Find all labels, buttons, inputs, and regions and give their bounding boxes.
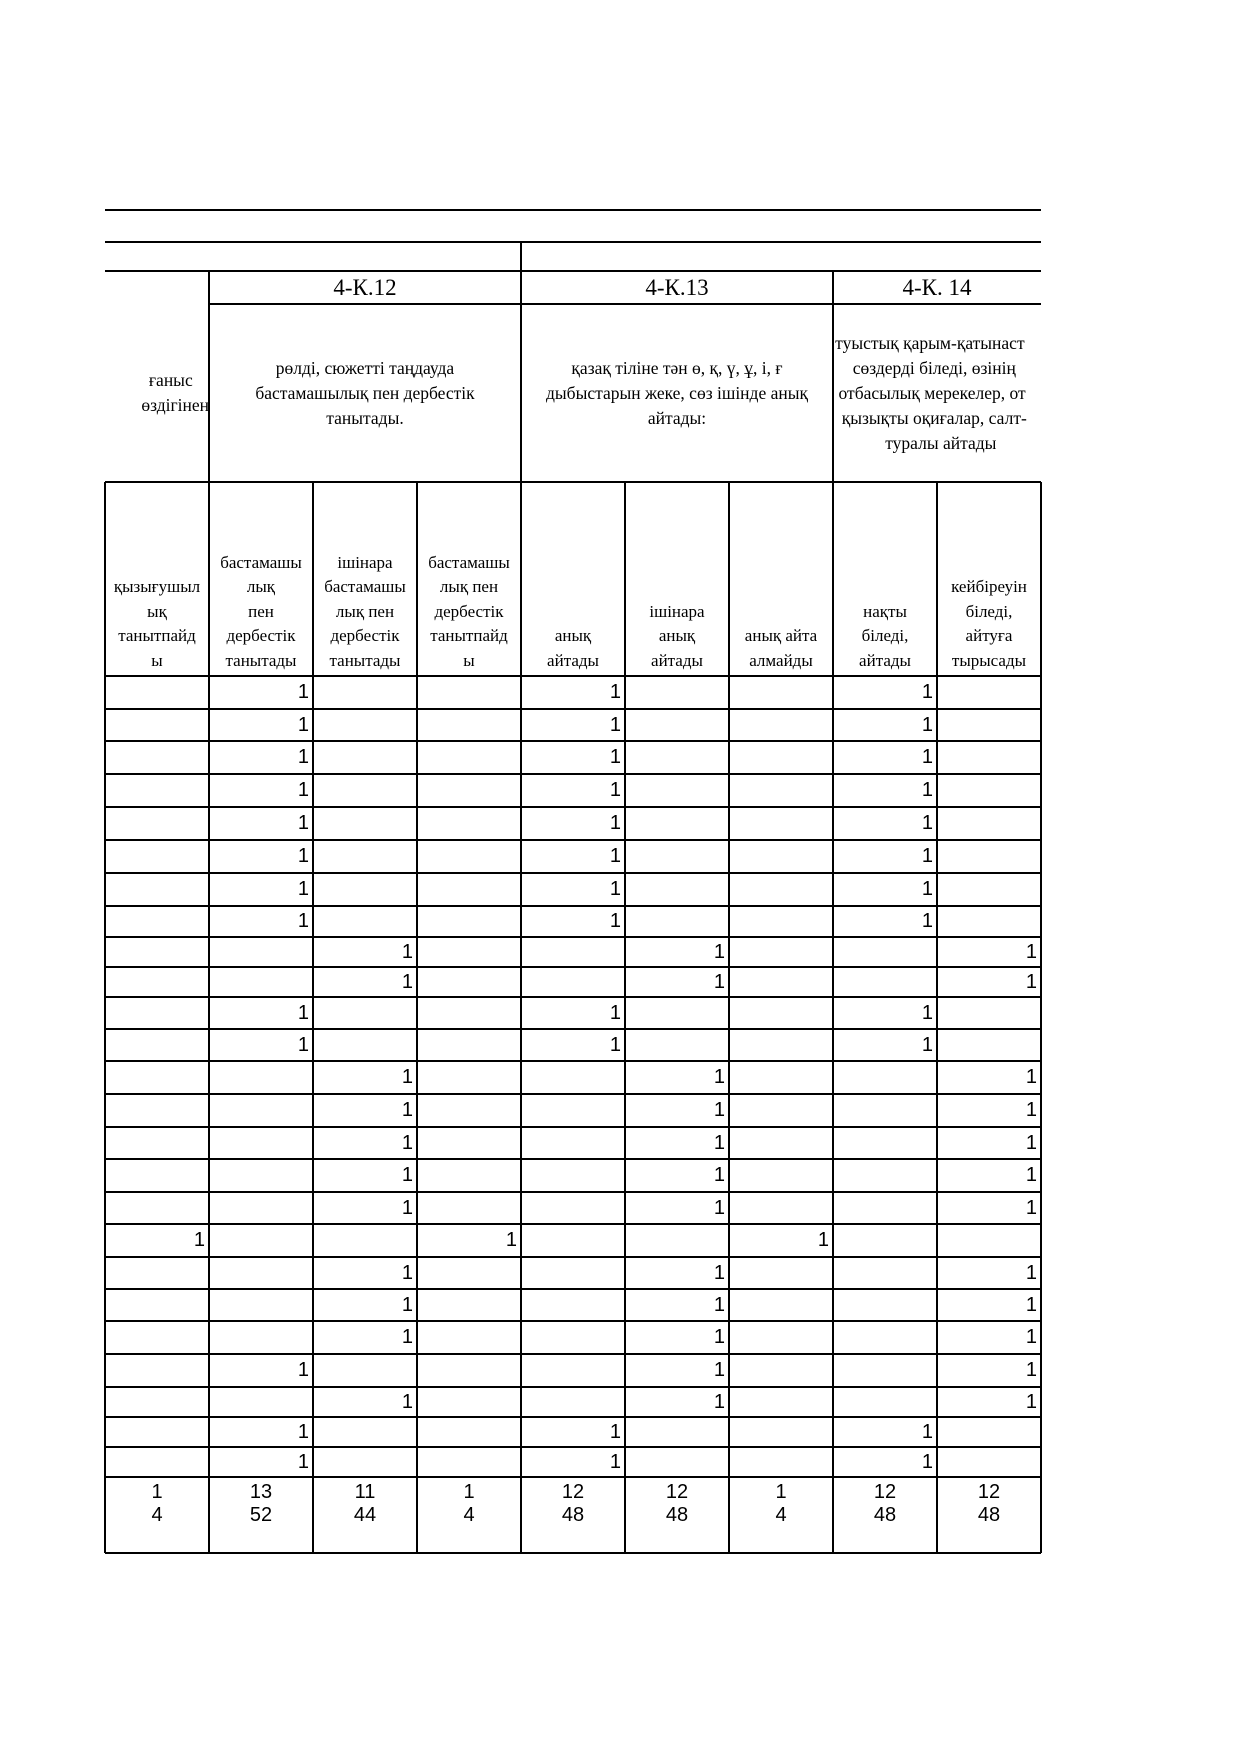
table-cell (833, 1321, 937, 1354)
table-cell (105, 937, 209, 967)
table-cell (937, 741, 1041, 774)
table-cell: 1 (297, 1033, 309, 1056)
table-cell (729, 937, 833, 967)
section-rule (105, 241, 1041, 243)
table-cell: 1 (609, 779, 621, 801)
table-cell (833, 1224, 937, 1257)
top-rule (105, 209, 1041, 211)
table-cell (209, 1061, 313, 1094)
percent-cell: 4 (463, 1503, 475, 1526)
table-cell (937, 676, 1041, 709)
table-cell (729, 1192, 833, 1224)
column-header (937, 482, 1041, 675)
table-cell (105, 1289, 209, 1321)
table-cell (625, 873, 729, 906)
table-cell (313, 1224, 417, 1257)
table-cell (209, 1127, 313, 1159)
table-cell (105, 967, 209, 997)
table-cell (729, 774, 833, 807)
table-cell (105, 807, 209, 840)
percent-cell: 48 (873, 1503, 897, 1526)
table-cell: 1 (921, 681, 933, 703)
table-cell (417, 1159, 521, 1192)
table-cell (833, 1387, 937, 1417)
table-cell (105, 709, 209, 741)
table-cell: 1 (1025, 970, 1037, 993)
table-cell (729, 1354, 833, 1387)
table-cell (833, 1061, 937, 1094)
column-header (417, 482, 521, 675)
group-code: 4-К.13 (645, 274, 709, 300)
table-cell: 1 (713, 1293, 725, 1316)
table-cell (313, 709, 417, 741)
table-cell (937, 1417, 1041, 1447)
table-cell (105, 1321, 209, 1354)
column-header (209, 482, 313, 675)
table-cell (625, 997, 729, 1029)
table-cell (105, 997, 209, 1029)
table-cell: 1 (1025, 1196, 1037, 1219)
table-cell: 1 (401, 1196, 413, 1219)
table-cell (521, 937, 625, 967)
table-cell (625, 741, 729, 774)
table-cell: 1 (921, 1420, 933, 1443)
table-cell (625, 774, 729, 807)
table-cell: 1 (297, 845, 309, 867)
table-cell: 1 (921, 910, 933, 932)
table-cell (729, 1094, 833, 1127)
table-cell (833, 1354, 937, 1387)
table-cell: 1 (1025, 1131, 1037, 1154)
table-cell (105, 1029, 209, 1061)
table-cell (209, 1257, 313, 1289)
table-cell (729, 1127, 833, 1159)
column-header-label: қызығушыл ық танытпайд ы (113, 577, 201, 670)
group-code: 4-К.12 (333, 274, 397, 300)
table-cell (937, 774, 1041, 807)
table-cell: 1 (609, 1033, 621, 1056)
table-cell: 1 (713, 970, 725, 993)
table-cell (625, 676, 729, 709)
table-cell: 1 (609, 1001, 621, 1024)
table-cell (729, 906, 833, 937)
table-cell (625, 1224, 729, 1257)
table-cell: 1 (713, 1326, 725, 1348)
table-cell (833, 967, 937, 997)
table-cell (729, 676, 833, 709)
table-cell (417, 1192, 521, 1224)
table-cell (313, 873, 417, 906)
table-cell (625, 1417, 729, 1447)
table-cell (105, 676, 209, 709)
table-cell (729, 709, 833, 741)
table-cell: 1 (401, 1326, 413, 1348)
table-cell: 1 (297, 746, 309, 768)
table-cell (521, 1224, 625, 1257)
column-header-label: бастамашы лық пен дербестік танытпайд ы (428, 552, 510, 670)
table-cell: 1 (1025, 1326, 1037, 1348)
table-cell: 1 (921, 779, 933, 801)
table-cell (521, 1321, 625, 1354)
total-cell: 13 (249, 1480, 273, 1503)
table-cell (833, 1094, 937, 1127)
table-cell: 1 (1025, 1261, 1037, 1284)
percent-cell: 44 (353, 1503, 377, 1526)
group-code (105, 271, 209, 304)
table-cell (729, 1257, 833, 1289)
table-cell (521, 1159, 625, 1192)
table-cell (937, 873, 1041, 906)
table-cell (417, 1061, 521, 1094)
table-cell (417, 1417, 521, 1447)
column-header (313, 482, 417, 675)
table-cell (105, 774, 209, 807)
table-cell: 1 (921, 713, 933, 736)
column-header-label: ішінара анық айтады (649, 601, 705, 670)
table-cell: 1 (401, 1099, 413, 1121)
table-cell (521, 1061, 625, 1094)
table-cell: 1 (921, 746, 933, 768)
percent-cell: 48 (561, 1503, 585, 1526)
table-cell (417, 807, 521, 840)
table-cell (417, 709, 521, 741)
table-cell: 1 (401, 1131, 413, 1154)
table-cell: 1 (609, 746, 621, 768)
table-cell: 1 (401, 1164, 413, 1186)
table-cell: 1 (1025, 1099, 1037, 1121)
table-cell: 1 (401, 940, 413, 963)
table-cell: 1 (297, 910, 309, 932)
table-cell (417, 997, 521, 1029)
table-cell: 1 (1025, 940, 1037, 963)
table-cell: 1 (609, 910, 621, 932)
table-cell: 1 (609, 1420, 621, 1443)
table-cell (729, 873, 833, 906)
table-cell: 1 (297, 1359, 309, 1381)
table-cell (937, 709, 1041, 741)
percent-cell: 52 (249, 1503, 273, 1526)
table-cell (625, 840, 729, 873)
table-cell (625, 709, 729, 741)
table-cell: 1 (1025, 1293, 1037, 1316)
table-cell (417, 1094, 521, 1127)
table-cell: 1 (921, 1033, 933, 1056)
group-description (105, 305, 209, 481)
table-cell (417, 873, 521, 906)
group-description-text: рөлді, сюжетті таңдауда бастамашылық пен дербестік танытады. (255, 357, 475, 428)
table-cell (313, 741, 417, 774)
table-cell (521, 1192, 625, 1224)
table-cell (417, 840, 521, 873)
table-cell: 1 (297, 1420, 309, 1443)
table-cell (417, 1447, 521, 1477)
table-cell (313, 676, 417, 709)
group-description-text: туыстық қарым-қатынаст сөздерді біледі, өзінің отбасылық мерекелер, от қызықты оқиғалар, салт- туралы айтады (835, 332, 1027, 453)
table-cell (833, 1127, 937, 1159)
table-cell (313, 807, 417, 840)
table-cell (105, 1417, 209, 1447)
group-description (209, 305, 521, 481)
table-cell (209, 1159, 313, 1192)
table-cell (417, 906, 521, 937)
table-cell (105, 1061, 209, 1094)
table-cell: 1 (713, 940, 725, 963)
table-cell (209, 1321, 313, 1354)
table-cell (521, 1289, 625, 1321)
table-cell (105, 840, 209, 873)
table-cell (521, 1354, 625, 1387)
table-cell: 1 (921, 812, 933, 834)
column-header-label: кейбіреуін біледі, айтуға тырысады (951, 577, 1027, 670)
table-cell (417, 774, 521, 807)
table-cell (937, 807, 1041, 840)
table-cell (937, 1029, 1041, 1061)
table-cell: 1 (713, 1196, 725, 1219)
table-cell (313, 1417, 417, 1447)
percent-cell: 4 (151, 1503, 163, 1526)
table-cell (625, 807, 729, 840)
table-cell (105, 1447, 209, 1477)
table-cell (417, 1289, 521, 1321)
table-cell (833, 1257, 937, 1289)
table-cell (313, 1029, 417, 1061)
group-code: 4-К. 14 (902, 274, 972, 300)
table-cell (729, 807, 833, 840)
table-cell: 1 (713, 1359, 725, 1381)
table-cell (105, 1387, 209, 1417)
table-cell: 1 (1025, 1164, 1037, 1186)
table-cell (729, 1387, 833, 1417)
table-cell: 1 (817, 1229, 829, 1251)
table-cell: 1 (609, 681, 621, 703)
table-cell (313, 997, 417, 1029)
table-cell (313, 840, 417, 873)
table-cell: 1 (297, 878, 309, 900)
table-cell (209, 1224, 313, 1257)
table-cell (729, 967, 833, 997)
table-cell (417, 1387, 521, 1417)
table-cell: 1 (921, 1001, 933, 1024)
table-cell (625, 1029, 729, 1061)
table-cell (937, 840, 1041, 873)
total-cell: 11 (354, 1480, 376, 1503)
table-cell (417, 676, 521, 709)
table-cell (209, 1387, 313, 1417)
table-cell (521, 1257, 625, 1289)
table-cell (313, 906, 417, 937)
table-cell: 1 (193, 1229, 205, 1251)
group-description-text: қазақ тіліне тән ө, қ, ү, ұ, і, ғ дыбыстарын жеке, сөз ішінде анық айтады: (546, 357, 808, 428)
table-cell (417, 1354, 521, 1387)
table-cell (417, 741, 521, 774)
column-header (729, 482, 833, 675)
group-description (833, 305, 1041, 481)
table-cell: 1 (609, 845, 621, 867)
column-header-label: ішінара бастамашы лық пен дербестік танытады (324, 552, 406, 670)
percent-cell: 48 (977, 1503, 1001, 1526)
table-cell (729, 1029, 833, 1061)
table-cell: 1 (921, 1450, 933, 1473)
table-cell: 1 (713, 1164, 725, 1186)
table-cell (937, 1447, 1041, 1477)
table-cell: 1 (713, 1261, 725, 1284)
group-description (521, 305, 833, 481)
table-cell (209, 1192, 313, 1224)
table-cell (937, 906, 1041, 937)
table-cell (105, 1257, 209, 1289)
table-cell: 1 (609, 1450, 621, 1473)
table-cell (105, 1159, 209, 1192)
table-cell: 1 (297, 681, 309, 703)
table-cell (209, 967, 313, 997)
table-cell (417, 937, 521, 967)
column-header-label: анық айта алмайды (744, 626, 818, 670)
table-cell (417, 967, 521, 997)
table-cell (729, 1321, 833, 1354)
table-cell (833, 1289, 937, 1321)
table-cell (729, 741, 833, 774)
table-cell (209, 937, 313, 967)
table-cell (729, 840, 833, 873)
table-cell: 1 (609, 878, 621, 900)
table-cell: 1 (609, 812, 621, 834)
table-cell: 1 (297, 1450, 309, 1473)
table-cell (417, 1257, 521, 1289)
table-cell (313, 774, 417, 807)
table-cell (417, 1029, 521, 1061)
table-cell (417, 1127, 521, 1159)
total-cell: 12 (873, 1480, 897, 1503)
table-cell (521, 1094, 625, 1127)
table-cell (521, 1387, 625, 1417)
table-cell (625, 906, 729, 937)
percent-cell: 48 (665, 1503, 689, 1526)
column-header (105, 482, 209, 675)
table-cell: 1 (401, 970, 413, 993)
table-cell: 1 (921, 878, 933, 900)
table-cell: 1 (505, 1229, 517, 1251)
total-cell: 12 (561, 1480, 585, 1503)
table-cell (937, 997, 1041, 1029)
table-cell (209, 1094, 313, 1127)
table-cell (729, 1061, 833, 1094)
table-cell (313, 1354, 417, 1387)
table-cell: 1 (297, 779, 309, 801)
table-cell: 1 (297, 1001, 309, 1024)
table-cell: 1 (713, 1066, 725, 1088)
table-cell: 1 (1025, 1359, 1037, 1381)
table-cell (833, 1192, 937, 1224)
total-cell: 1 (151, 1480, 163, 1503)
table-cell (105, 1354, 209, 1387)
group-description-text: ғаныс өздігінен (141, 370, 209, 415)
table-cell: 1 (921, 845, 933, 867)
table-cell (729, 1417, 833, 1447)
table-cell (105, 1127, 209, 1159)
table-cell: 1 (297, 812, 309, 834)
table-cell: 1 (713, 1390, 725, 1413)
column-header-label: анық айтады (547, 626, 599, 670)
table-cell (937, 1224, 1041, 1257)
column-header (625, 482, 729, 675)
table-cell (729, 1447, 833, 1477)
table-cell (209, 1289, 313, 1321)
table-cell: 1 (401, 1261, 413, 1284)
total-cell: 1 (775, 1480, 787, 1503)
total-cell: 12 (977, 1480, 1001, 1503)
table-cell (729, 1159, 833, 1192)
table-cell (105, 1094, 209, 1127)
column-header-label: нақты біледі, айтады (859, 601, 911, 670)
table-cell (521, 1127, 625, 1159)
table-cell (105, 1192, 209, 1224)
table-cell (729, 997, 833, 1029)
column-header (521, 482, 625, 675)
table-cell (105, 873, 209, 906)
table-cell: 1 (401, 1390, 413, 1413)
total-cell: 12 (665, 1480, 689, 1503)
total-cell: 1 (463, 1480, 475, 1503)
table-cell: 1 (1025, 1066, 1037, 1088)
table-cell (417, 1321, 521, 1354)
column-header (833, 482, 937, 675)
percent-cell: 4 (775, 1503, 787, 1526)
table-cell (521, 967, 625, 997)
table-cell (105, 906, 209, 937)
table-cell: 1 (401, 1293, 413, 1316)
table-cell (833, 1159, 937, 1192)
table-cell: 1 (297, 713, 309, 736)
table-cell (833, 937, 937, 967)
table-cell: 1 (713, 1131, 725, 1154)
table-cell: 1 (609, 713, 621, 736)
table-cell (313, 1447, 417, 1477)
table-cell: 1 (1025, 1390, 1037, 1413)
table-cell (729, 1289, 833, 1321)
table-cell (625, 1447, 729, 1477)
table-cell: 1 (401, 1066, 413, 1088)
table-cell: 1 (713, 1099, 725, 1121)
column-header-label: бастамашы лық пен дербестік танытады (220, 552, 302, 670)
table-cell (105, 741, 209, 774)
